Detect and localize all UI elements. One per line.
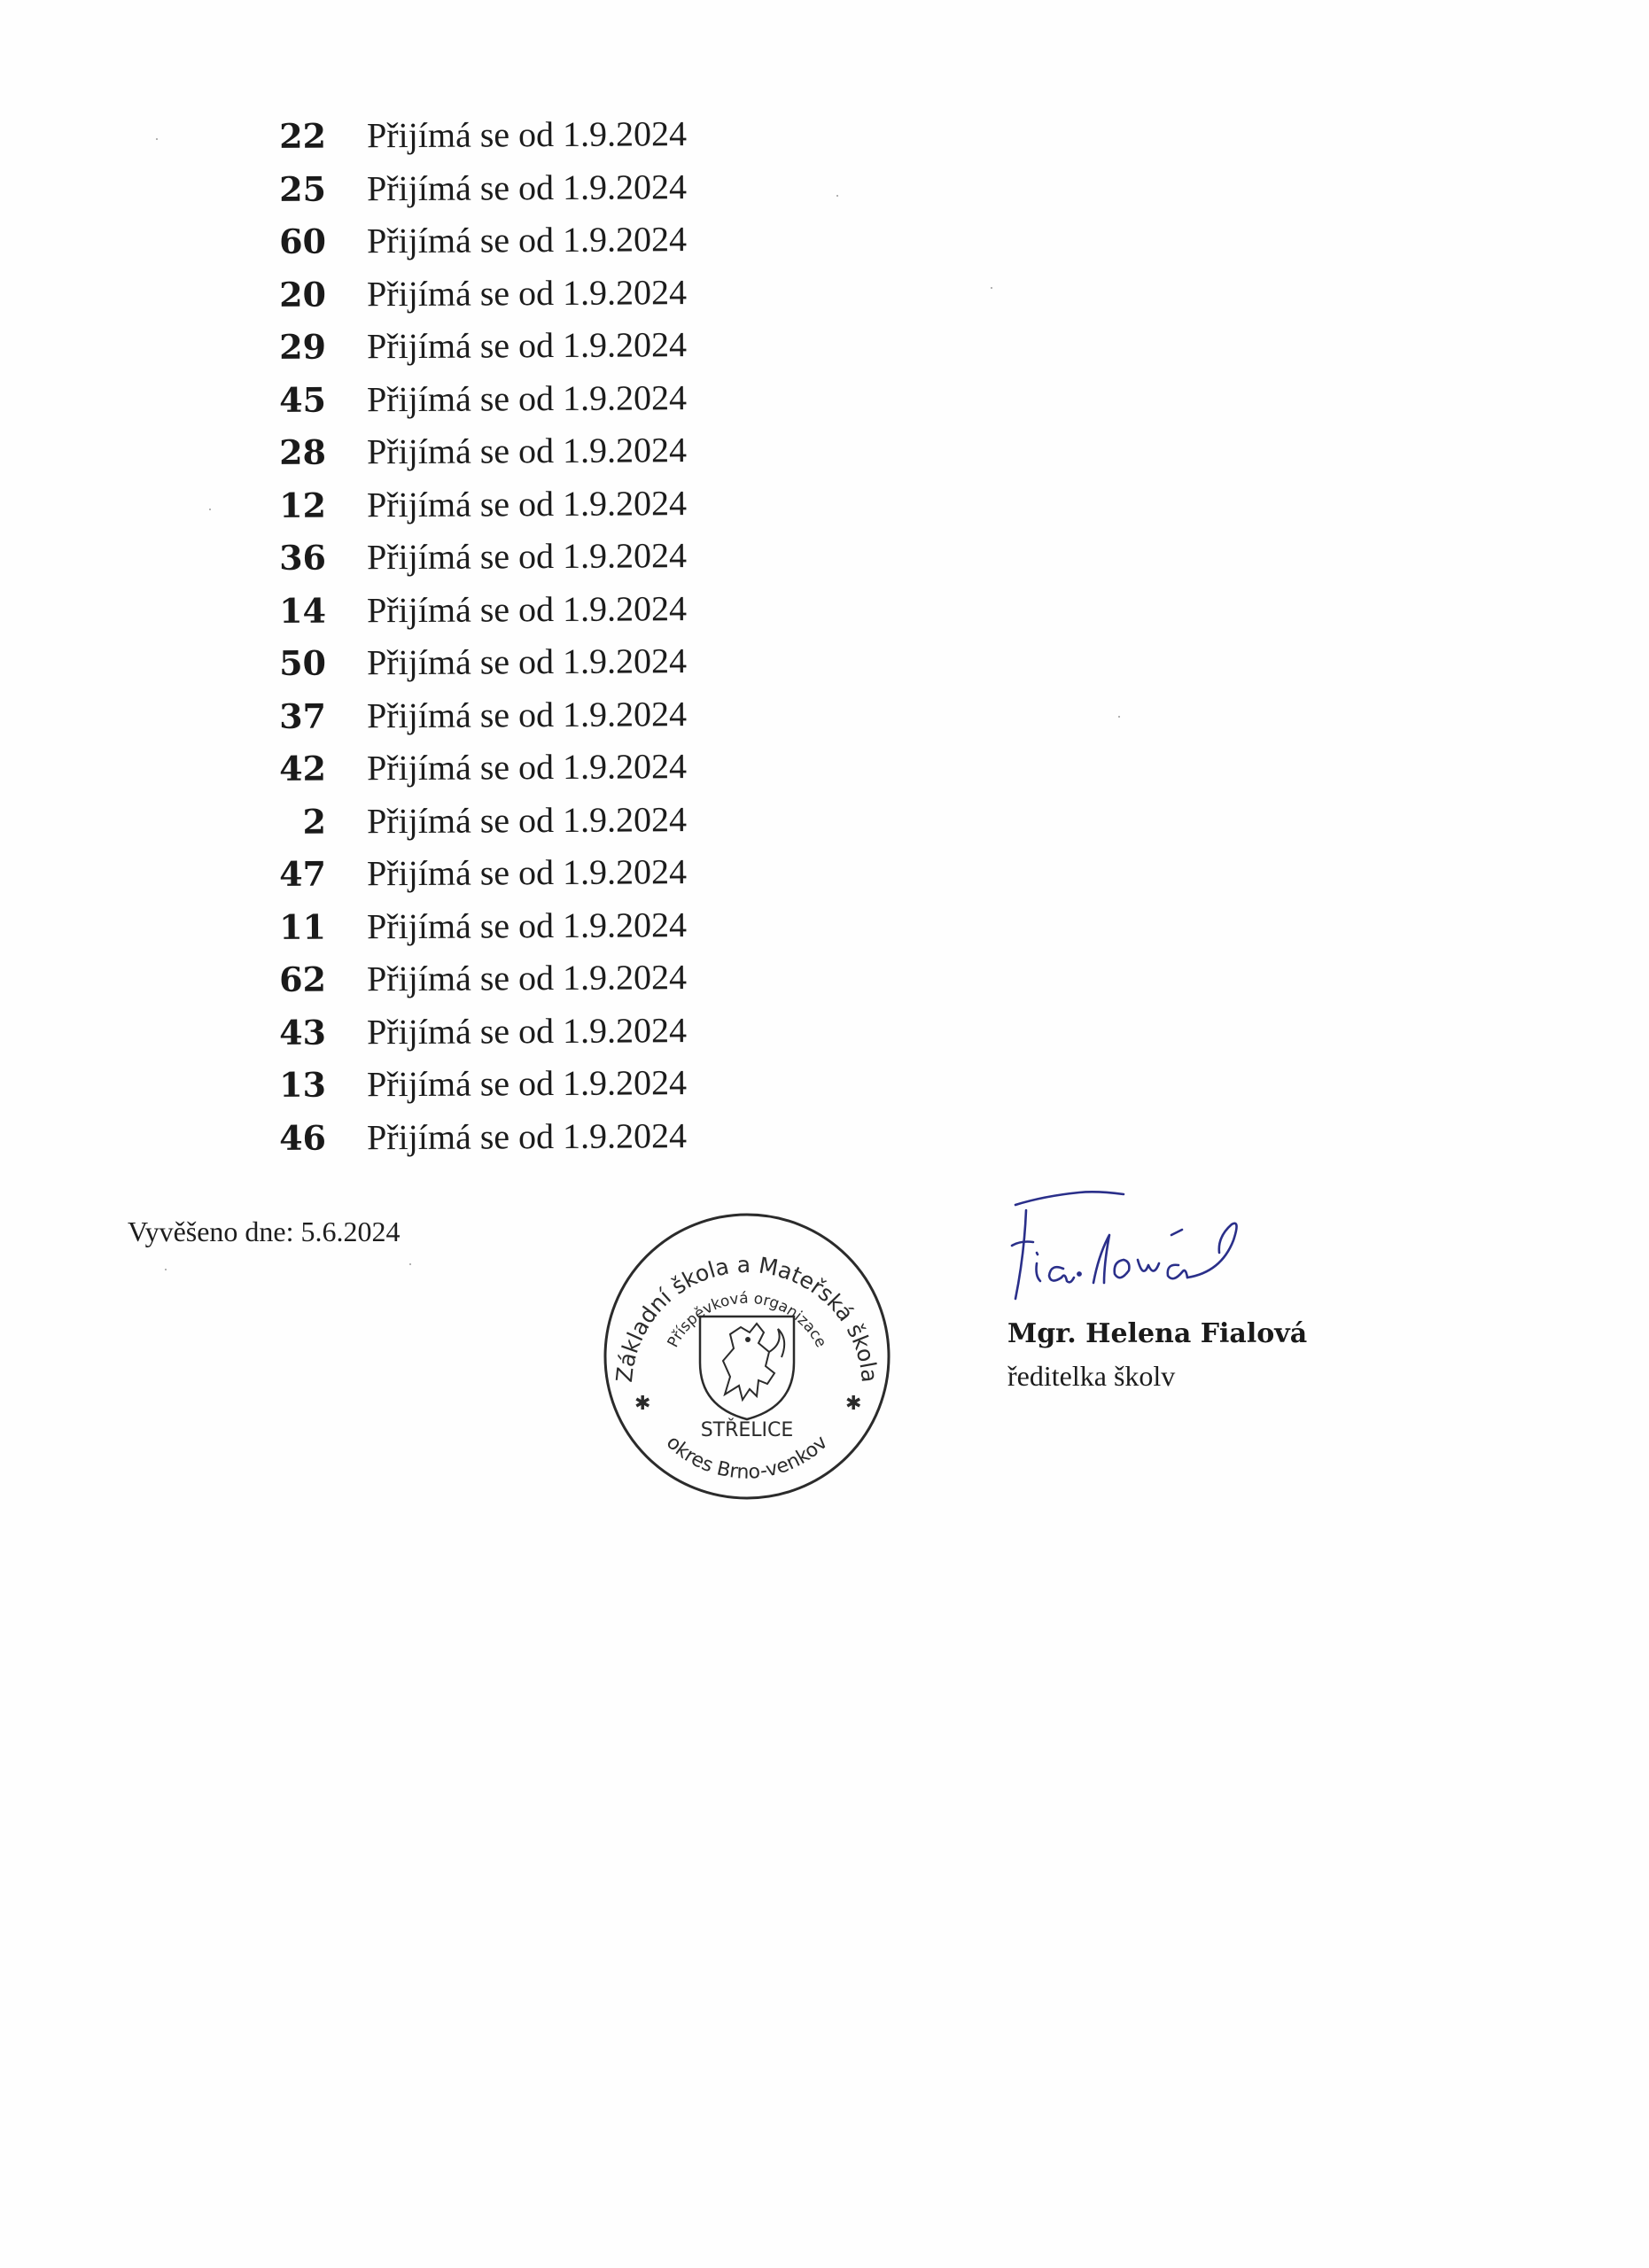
entry-number: 25 bbox=[278, 168, 327, 209]
school-stamp bbox=[601, 1210, 893, 1503]
list-item bbox=[266, 159, 833, 215]
signer-name: Mgr. Helena Fialová bbox=[1007, 1318, 1308, 1349]
scan-speck bbox=[836, 195, 838, 197]
entry-number: 47 bbox=[278, 853, 327, 895]
entry-status: Přijímá se od 1.9.2024 bbox=[366, 1115, 688, 1158]
scan-speck bbox=[1118, 716, 1120, 718]
stamp-inner-text: Příspěvková organizace bbox=[664, 1289, 830, 1351]
entry-number: 12 bbox=[278, 485, 327, 525]
scan-speck bbox=[409, 1263, 411, 1265]
entry-number: 13 bbox=[278, 1064, 327, 1106]
entry-status: Přijímá se od 1.9.2024 bbox=[366, 271, 688, 315]
entry-status: Přijímá se od 1.9.2024 bbox=[366, 1062, 688, 1105]
list-item bbox=[266, 1003, 833, 1059]
entry-status: Přijímá se od 1.9.2024 bbox=[366, 798, 688, 842]
signer-block bbox=[1007, 1318, 1307, 1393]
entry-status: Přijímá se od 1.9.2024 bbox=[366, 113, 688, 156]
list-item bbox=[266, 212, 833, 268]
signer-role: ředitelka školv bbox=[1007, 1360, 1176, 1392]
stamp-town: STŘELICE bbox=[700, 1419, 794, 1441]
entry-status: Přijímá se od 1.9.2024 bbox=[366, 219, 688, 261]
scan-speck bbox=[991, 287, 992, 289]
list-item bbox=[266, 687, 833, 742]
entry-number: 22 bbox=[278, 115, 327, 157]
entry-status: Přijímá se od 1.9.2024 bbox=[366, 482, 688, 525]
entry-number: 43 bbox=[278, 1012, 327, 1052]
entry-number: 29 bbox=[278, 326, 327, 368]
entry-status: Přijímá se od 1.9.2024 bbox=[366, 535, 688, 578]
list-item bbox=[266, 265, 833, 321]
entry-number: 20 bbox=[278, 274, 327, 315]
list-item bbox=[266, 370, 833, 426]
list-item bbox=[266, 476, 833, 532]
entry-status: Přijímá se od 1.9.2024 bbox=[366, 851, 688, 894]
entry-number: 28 bbox=[278, 431, 327, 473]
entry-number: 45 bbox=[278, 379, 327, 420]
list-item bbox=[266, 1108, 833, 1164]
scan-speck bbox=[156, 138, 158, 140]
entry-number: 46 bbox=[278, 1117, 327, 1158]
entry-status: Přijímá se od 1.9.2024 bbox=[366, 166, 688, 209]
list-item bbox=[266, 106, 833, 162]
entry-number: 14 bbox=[278, 590, 327, 631]
list-item bbox=[266, 897, 833, 953]
list-item bbox=[266, 792, 833, 848]
entry-number: 62 bbox=[278, 959, 327, 1000]
list-item bbox=[266, 581, 833, 637]
entry-status: Přijímá se od 1.9.2024 bbox=[366, 587, 688, 631]
entry-number: 2 bbox=[302, 801, 327, 842]
list-item bbox=[266, 739, 833, 795]
entry-number: 36 bbox=[278, 537, 327, 579]
list-item bbox=[266, 633, 833, 689]
entry-status: Přijímá se od 1.9.2024 bbox=[366, 746, 688, 788]
stamp-star-left: ✱ bbox=[634, 1393, 651, 1415]
list-item bbox=[266, 423, 833, 478]
posted-date: Vyvěšeno dne: 5.6.2024 bbox=[128, 1216, 401, 1247]
entry-status: Přijímá se od 1.9.2024 bbox=[366, 377, 688, 420]
stamp-top-text: Základní škola a Mateřská škola bbox=[611, 1251, 883, 1384]
list-item bbox=[266, 1055, 833, 1111]
scan-speck bbox=[209, 509, 211, 510]
list-item bbox=[266, 844, 833, 900]
handwritten-signature bbox=[982, 1184, 1283, 1317]
entry-number: 37 bbox=[278, 695, 327, 736]
entry-number: 60 bbox=[278, 221, 327, 262]
list-item bbox=[266, 317, 833, 373]
list-item bbox=[266, 950, 833, 1006]
entry-status: Přijímá se od 1.9.2024 bbox=[366, 430, 688, 472]
entry-status: Přijímá se od 1.9.2024 bbox=[366, 1009, 688, 1052]
admission-list bbox=[266, 110, 833, 1164]
entry-status: Přijímá se od 1.9.2024 bbox=[366, 904, 688, 947]
entry-number: 42 bbox=[278, 748, 327, 789]
stamp-district: okres Brno-venkov bbox=[661, 1431, 833, 1484]
entry-number: 50 bbox=[278, 642, 327, 684]
coat-of-arms-icon bbox=[700, 1317, 794, 1419]
entry-status: Přijímá se od 1.9.2024 bbox=[366, 693, 688, 736]
entry-status: Přijímá se od 1.9.2024 bbox=[366, 957, 688, 999]
entry-status: Přijímá se od 1.9.2024 bbox=[366, 324, 688, 367]
stamp-star-right: ✱ bbox=[845, 1393, 862, 1415]
list-item bbox=[266, 528, 833, 584]
scan-speck bbox=[165, 1269, 167, 1270]
entry-number: 11 bbox=[278, 906, 327, 947]
entry-status: Přijímá se od 1.9.2024 bbox=[366, 641, 688, 683]
